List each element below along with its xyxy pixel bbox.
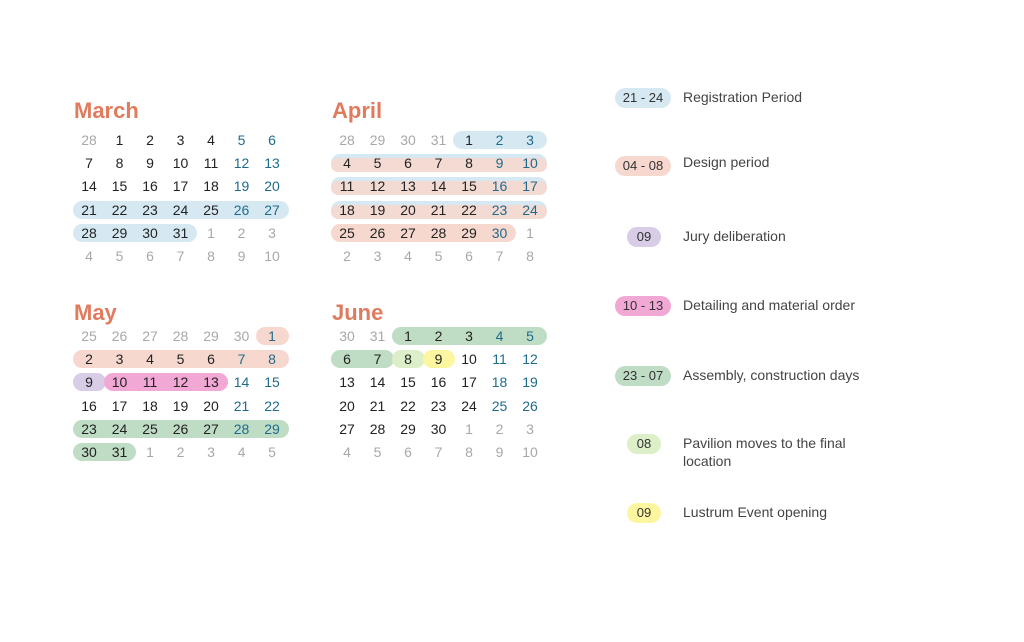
day-cell: 5 <box>373 155 382 172</box>
day-cell: 8 <box>526 248 534 264</box>
day-cell: 23 <box>430 397 447 414</box>
day-cell: 20 <box>264 178 280 195</box>
day-cell: 3 <box>207 444 215 460</box>
day-cell: 1 <box>146 444 154 460</box>
day-cell: 25 <box>339 224 355 241</box>
day-cell: 14 <box>430 178 447 195</box>
month-grid <box>332 327 548 467</box>
day-cell: 30 <box>339 328 355 344</box>
day-cell: 6 <box>465 248 473 264</box>
day-cell: 5 <box>373 444 382 460</box>
day-cell: 3 <box>465 328 473 344</box>
day-cell: 30 <box>233 328 250 344</box>
day-cell: 3 <box>268 224 276 241</box>
day-cell: 22 <box>400 397 416 414</box>
day-cell: 31 <box>172 224 189 241</box>
day-cell: 28 <box>430 224 447 241</box>
day-cell: 15 <box>111 178 128 195</box>
day-cell: 13 <box>203 374 219 391</box>
day-cell: 1 <box>465 132 473 148</box>
day-cell: 2 <box>343 248 351 264</box>
day-cell: 5 <box>115 248 124 264</box>
day-cell: 11 <box>203 155 219 172</box>
day-cell: 25 <box>203 201 219 218</box>
day-cell: 30 <box>430 420 447 437</box>
day-cell: 2 <box>85 351 93 368</box>
day-cell: 12 <box>522 351 538 368</box>
day-cell: 5 <box>526 328 534 344</box>
day-cell: 6 <box>207 351 215 368</box>
day-cell: 18 <box>491 374 508 391</box>
day-cell: 11 <box>142 374 158 391</box>
legend-label: Detailing and material order <box>683 297 855 313</box>
day-cell: 23 <box>142 201 158 218</box>
day-cell: 9 <box>495 444 504 460</box>
day-cell: 29 <box>264 420 280 437</box>
day-cell: 26 <box>233 201 250 218</box>
day-cell: 28 <box>81 224 97 241</box>
day-cell: 18 <box>142 397 158 414</box>
day-cell: 3 <box>526 420 534 437</box>
day-cell: 28 <box>339 132 355 148</box>
day-cell: 30 <box>142 224 158 241</box>
day-cell: 1 <box>115 132 124 148</box>
day-cell: 3 <box>526 132 534 148</box>
day-cell: 8 <box>404 351 412 368</box>
day-cell: 31 <box>430 132 447 148</box>
day-cell: 8 <box>465 444 473 460</box>
legend-pill: 09 <box>627 227 661 247</box>
day-cell: 6 <box>268 132 276 148</box>
day-cell: 21 <box>233 397 250 414</box>
day-cell: 4 <box>404 248 412 264</box>
day-cell: 19 <box>172 397 189 414</box>
day-cell: 25 <box>142 420 158 437</box>
day-cell: 12 <box>172 374 189 391</box>
day-cell: 13 <box>264 155 280 172</box>
day-cell: 7 <box>434 444 443 460</box>
day-cell: 27 <box>400 224 416 241</box>
day-cell: 24 <box>111 420 128 437</box>
day-cell: 17 <box>522 178 538 195</box>
day-cell: 28 <box>172 328 189 344</box>
day-cell: 12 <box>233 155 250 172</box>
day-cell: 10 <box>111 374 128 391</box>
day-cell: 3 <box>373 248 382 264</box>
day-cell: 4 <box>146 351 154 368</box>
day-cell: 2 <box>495 420 504 437</box>
day-cell: 7 <box>373 351 382 368</box>
day-cell: 5 <box>434 248 443 264</box>
day-cell: 30 <box>400 132 416 148</box>
day-cell: 26 <box>369 224 386 241</box>
day-cell: 2 <box>237 224 246 241</box>
day-cell: 24 <box>522 201 538 218</box>
day-cell: 7 <box>85 155 93 172</box>
day-cell: 1 <box>465 420 473 437</box>
day-cell: 24 <box>172 201 189 218</box>
legend-label: Lustrum Event opening <box>683 504 827 520</box>
day-cell: 11 <box>339 178 355 195</box>
day-cell: 18 <box>339 201 355 218</box>
day-cell: 17 <box>111 397 128 414</box>
day-cell: 5 <box>268 444 276 460</box>
day-cell: 7 <box>237 351 246 368</box>
day-cell: 5 <box>237 132 246 148</box>
day-cell: 5 <box>176 351 185 368</box>
day-cell: 25 <box>81 328 97 344</box>
day-cell: 16 <box>81 397 97 414</box>
day-cell: 28 <box>369 420 386 437</box>
day-cell: 23 <box>81 420 97 437</box>
day-cell: 16 <box>491 178 508 195</box>
day-cell: 7 <box>434 155 443 172</box>
day-cell: 20 <box>400 201 416 218</box>
day-cell: 9 <box>495 155 504 172</box>
day-cell: 30 <box>491 224 508 241</box>
legend-pill: 10 - 13 <box>615 296 671 316</box>
month-title: May <box>74 300 117 325</box>
day-cell: 4 <box>343 444 351 460</box>
day-cell: 26 <box>111 328 128 344</box>
day-cell: 10 <box>172 155 189 172</box>
day-cell: 3 <box>176 132 185 148</box>
day-cell: 9 <box>237 248 246 264</box>
day-cell: 6 <box>343 351 351 368</box>
day-cell: 19 <box>369 201 386 218</box>
day-cell: 27 <box>339 420 355 437</box>
day-cell: 1 <box>526 224 534 241</box>
day-cell: 22 <box>461 201 477 218</box>
legend-pill: 08 <box>627 434 661 454</box>
legend-pill: 04 - 08 <box>615 156 671 176</box>
day-cell: 24 <box>461 397 477 414</box>
month-title: April <box>332 98 383 123</box>
day-cell: 6 <box>404 155 412 172</box>
day-cell: 26 <box>522 397 538 414</box>
day-cell: 7 <box>176 248 185 264</box>
day-cell: 8 <box>465 155 473 172</box>
day-cell: 9 <box>434 351 443 368</box>
day-cell: 6 <box>146 248 154 264</box>
month-title: March <box>74 98 139 123</box>
day-cell: 15 <box>400 374 416 391</box>
day-cell: 31 <box>369 328 386 344</box>
legend-label: Design period <box>683 154 770 170</box>
day-cell: 4 <box>343 155 351 172</box>
day-cell: 29 <box>461 224 477 241</box>
day-cell: 16 <box>142 178 158 195</box>
day-cell: 21 <box>369 397 386 414</box>
day-cell: 15 <box>461 178 477 195</box>
day-cell: 1 <box>207 224 215 241</box>
day-cell: 28 <box>233 420 250 437</box>
day-cell: 10 <box>522 155 538 172</box>
legend-pill: 21 - 24 <box>615 88 671 108</box>
day-cell: 10 <box>264 248 280 264</box>
day-cell: 10 <box>461 351 477 368</box>
day-cell: 8 <box>115 155 124 172</box>
day-cell: 14 <box>81 178 97 195</box>
month-grid <box>332 131 548 271</box>
day-cell: 15 <box>264 374 280 391</box>
month-grid <box>74 327 290 467</box>
month-title: June <box>332 300 384 325</box>
legend-label: Pavilion moves to the final location <box>683 435 846 469</box>
day-cell: 27 <box>142 328 158 344</box>
day-cell: 8 <box>268 351 276 368</box>
day-cell: 14 <box>233 374 250 391</box>
day-cell: 4 <box>207 132 215 148</box>
day-cell: 9 <box>85 374 93 391</box>
day-cell: 1 <box>404 328 412 344</box>
day-cell: 6 <box>404 444 412 460</box>
day-cell: 17 <box>461 374 477 391</box>
day-cell: 1 <box>268 328 276 344</box>
day-cell: 30 <box>81 444 97 460</box>
day-cell: 8 <box>207 248 215 264</box>
day-cell: 7 <box>495 248 504 264</box>
day-cell: 19 <box>522 374 538 391</box>
day-cell: 20 <box>203 397 219 414</box>
day-cell: 27 <box>264 201 280 218</box>
day-cell: 18 <box>203 178 219 195</box>
day-cell: 22 <box>111 201 128 218</box>
day-cell: 28 <box>81 132 97 148</box>
day-cell: 4 <box>237 444 246 460</box>
day-cell: 22 <box>264 397 280 414</box>
day-cell: 10 <box>522 444 538 460</box>
legend-label: Registration Period <box>683 89 803 105</box>
day-cell: 31 <box>111 444 128 460</box>
day-cell: 19 <box>233 178 250 195</box>
day-cell: 13 <box>339 374 355 391</box>
legend-label: Jury deliberation <box>683 228 786 244</box>
day-cell: 11 <box>492 351 507 368</box>
day-cell: 3 <box>115 351 124 368</box>
day-cell: 26 <box>172 420 189 437</box>
day-cell: 27 <box>203 420 219 437</box>
day-cell: 4 <box>495 328 504 344</box>
day-cell: 29 <box>369 132 386 148</box>
day-cell: 29 <box>400 420 416 437</box>
day-cell: 2 <box>176 444 185 460</box>
month-grid <box>74 131 290 271</box>
day-cell: 2 <box>146 132 154 148</box>
day-cell: 23 <box>491 201 508 218</box>
day-cell: 21 <box>81 201 97 218</box>
day-cell: 20 <box>339 397 355 414</box>
day-cell: 2 <box>434 328 443 344</box>
day-cell: 16 <box>430 374 447 391</box>
day-cell: 25 <box>491 397 508 414</box>
day-cell: 9 <box>146 155 154 172</box>
day-cell: 14 <box>369 374 386 391</box>
day-cell: 12 <box>369 178 386 195</box>
legend-label: Assembly, construction days <box>683 367 860 383</box>
day-cell: 13 <box>400 178 416 195</box>
day-cell: 21 <box>430 201 447 218</box>
day-cell: 17 <box>172 178 189 195</box>
legend-pill: 23 - 07 <box>615 366 671 386</box>
legend-pill: 09 <box>627 503 661 523</box>
day-cell: 29 <box>203 328 219 344</box>
day-cell: 2 <box>495 132 504 148</box>
day-cell: 29 <box>111 224 128 241</box>
day-cell: 4 <box>85 248 93 264</box>
